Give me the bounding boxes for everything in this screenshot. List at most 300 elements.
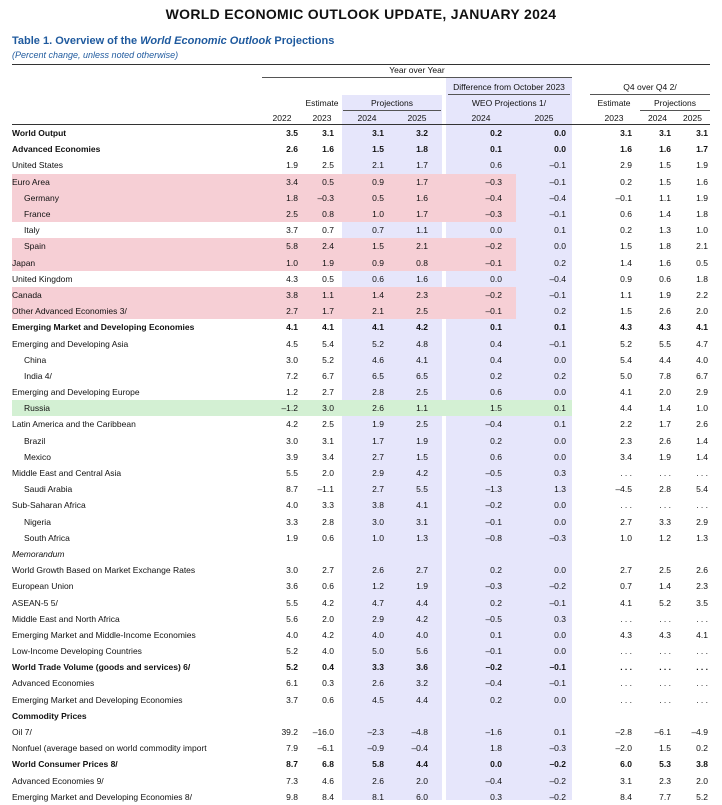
cell-value: –1.1 <box>317 484 334 495</box>
cell-value: 4.5 <box>372 694 384 705</box>
row-label: Saudi Arabia <box>24 484 73 495</box>
cell-value: 2.8 <box>322 516 334 527</box>
column-gap <box>572 611 588 627</box>
row-label: Spain <box>12 238 262 254</box>
cell-value: 8.7 <box>286 484 298 495</box>
row-label: Other Advanced Economies 3/ <box>12 303 262 319</box>
cell-value: 0.2 <box>696 743 708 754</box>
column-gap <box>572 303 588 319</box>
units-note: (Percent change, unless noted otherwise) <box>12 50 179 60</box>
row-label: Nigeria <box>24 516 51 527</box>
table-row <box>12 675 710 691</box>
cell-value: 1.3 <box>659 225 671 236</box>
cell-value: 3.3 <box>322 500 334 511</box>
cell-value: 0.1 <box>554 419 566 430</box>
cell-value: . . . <box>659 678 671 689</box>
cell-value: 4.1 <box>620 387 632 398</box>
cell-value: . . . <box>659 662 671 673</box>
cell-value: 1.9 <box>659 289 671 300</box>
column-gap <box>572 238 588 254</box>
cell-value: 7.2 <box>286 370 298 381</box>
table-row <box>12 335 710 351</box>
cell-value: 1.7 <box>416 160 428 171</box>
cell-value: 0.6 <box>372 273 384 284</box>
cell-value: –0.4 <box>485 775 502 786</box>
cell-value: –0.4 <box>446 190 516 206</box>
row-label: Memorandum <box>12 548 65 559</box>
projections-table <box>12 125 710 805</box>
cell-value: 1.9 <box>659 451 671 462</box>
cell-value: 5.6 <box>416 646 428 657</box>
cell-value: –0.2 <box>485 662 502 673</box>
year-2022: 2022 <box>272 113 292 123</box>
difference-header-line2: WEO Projections 1/ <box>471 98 547 108</box>
table-row <box>12 724 710 740</box>
table-row <box>12 756 710 772</box>
cell-value: 0.6 <box>659 273 671 284</box>
cell-value: 2.6 <box>659 306 671 317</box>
table-row <box>12 465 710 481</box>
cell-value: 0.1 <box>554 727 566 738</box>
cell-value: 2.6 <box>659 435 671 446</box>
table-row <box>12 627 710 643</box>
column-gap <box>572 174 588 190</box>
cell-value: 2.0 <box>659 387 671 398</box>
cell-value: 2.5 <box>659 565 671 576</box>
cell-value: –16.0 <box>312 727 334 738</box>
table-row <box>12 789 710 805</box>
cell-value: 6.1 <box>286 678 298 689</box>
cell-value: 4.2 <box>322 629 334 640</box>
cell-value: 1.6 <box>322 144 334 155</box>
cell-value: 1.7 <box>372 435 384 446</box>
column-gap <box>572 400 588 416</box>
projections-underline <box>343 110 441 111</box>
cell-value: 1.8 <box>696 209 708 220</box>
cell-value: 3.0 <box>286 435 298 446</box>
column-gap <box>572 206 588 222</box>
cell-value: 2.8 <box>659 484 671 495</box>
cell-value: 2.6 <box>372 678 384 689</box>
cell-value: 4.4 <box>416 759 428 770</box>
column-gap <box>572 416 588 432</box>
cell-value: 4.1 <box>286 322 298 333</box>
cell-value: 2.6 <box>286 144 298 155</box>
cell-value: 0.6 <box>620 209 632 220</box>
column-gap <box>572 514 588 530</box>
table-row <box>12 449 710 465</box>
column-gap <box>572 692 588 708</box>
cell-value: 3.8 <box>262 287 302 303</box>
cell-value: 1.9 <box>696 192 708 203</box>
cell-value: 2.6 <box>696 565 708 576</box>
cell-value: 0.6 <box>490 160 502 171</box>
cell-value: 0.0 <box>490 225 502 236</box>
cell-value: . . . <box>620 646 632 657</box>
row-label: Advanced Economies <box>12 678 95 689</box>
table-subtitle: Table 1. Overview of the World Economic Outlook Projections <box>12 35 335 47</box>
table-row <box>12 611 710 627</box>
cell-value: 0.2 <box>554 257 566 268</box>
table-row <box>12 368 710 384</box>
cell-value: –0.1 <box>446 303 516 319</box>
cell-value: 2.9 <box>696 516 708 527</box>
cell-value <box>302 546 342 562</box>
cell-value: 4.4 <box>659 354 671 365</box>
row-label: South Africa <box>24 532 70 543</box>
table-row <box>12 740 710 756</box>
cell-value: 4.0 <box>416 629 428 640</box>
cell-value: . . . <box>620 694 632 705</box>
projections-header: Projections <box>370 98 414 108</box>
cell-value <box>392 708 442 724</box>
table-row <box>12 190 710 206</box>
cell-value: –0.1 <box>615 192 632 203</box>
cell-value: 3.7 <box>286 694 298 705</box>
cell-value: 0.7 <box>372 225 384 236</box>
row-label: ASEAN-5 5/ <box>12 597 58 608</box>
table-row <box>12 206 710 222</box>
cell-value: 2.9 <box>696 387 708 398</box>
cell-value: 2.5 <box>262 206 302 222</box>
cell-value: –0.2 <box>446 238 516 254</box>
column-gap <box>572 465 588 481</box>
table-row <box>12 514 710 530</box>
table-row <box>12 222 710 238</box>
table-row <box>12 578 710 594</box>
cell-value: . . . <box>696 662 708 673</box>
cell-value: 4.3 <box>620 322 632 333</box>
cell-value: –2.3 <box>367 727 384 738</box>
cell-value: 4.0 <box>372 629 384 640</box>
cell-value: 2.7 <box>262 303 302 319</box>
cell-value: 3.4 <box>322 451 334 462</box>
cell-value: 1.4 <box>620 257 632 268</box>
estimate2-header: Estimate <box>597 98 631 108</box>
cell-value: 1.3 <box>554 484 566 495</box>
cell-value: 0.8 <box>392 255 442 271</box>
cell-value: 0.0 <box>554 646 566 657</box>
table-row <box>12 594 710 610</box>
cell-value: 4.3 <box>659 322 671 333</box>
cell-value: –0.5 <box>485 613 502 624</box>
cell-value: 4.2 <box>416 613 428 624</box>
table-row <box>12 157 710 173</box>
cell-value: 7.9 <box>286 743 298 754</box>
cell-value: 3.1 <box>416 516 428 527</box>
cell-value: 4.0 <box>286 629 298 640</box>
cell-value: 1.4 <box>659 581 671 592</box>
column-gap <box>572 141 588 157</box>
cell-value: . . . <box>620 613 632 624</box>
cell-value: –0.3 <box>302 190 342 206</box>
cell-value: 1.1 <box>392 400 442 416</box>
cell-value: 3.5 <box>696 597 708 608</box>
cell-value: 1.1 <box>302 287 342 303</box>
cell-value: 2.7 <box>372 484 384 495</box>
table-row <box>12 352 710 368</box>
cell-value: 0.4 <box>322 662 334 673</box>
row-label: United States <box>12 160 64 171</box>
cell-value: 5.2 <box>286 646 298 657</box>
cell-value: 0.2 <box>620 176 632 187</box>
row-label: Nonfuel (average based on world commodity import <box>12 743 207 754</box>
column-gap <box>572 578 588 594</box>
column-gap <box>572 546 588 562</box>
cell-value: 5.3 <box>659 759 671 770</box>
cell-value: . . . <box>620 500 632 511</box>
table-row <box>12 125 710 141</box>
cell-value: 4.2 <box>416 322 428 333</box>
row-label: Canada <box>12 287 262 303</box>
cell-value: 3.1 <box>620 128 632 139</box>
cell-value: –4.9 <box>691 727 708 738</box>
cell-value: –6.1 <box>654 727 671 738</box>
cell-value: –2.8 <box>615 727 632 738</box>
cell-value: 0.0 <box>554 565 566 576</box>
cell-value: 2.5 <box>416 419 428 430</box>
cell-value: 2.0 <box>416 775 428 786</box>
cell-value: –6.1 <box>317 743 334 754</box>
cell-value: 1.3 <box>416 532 428 543</box>
cell-value: 8.4 <box>322 791 334 802</box>
cell-value: 2.1 <box>392 238 442 254</box>
cell-value: –0.8 <box>485 532 502 543</box>
cell-value: 0.1 <box>490 144 502 155</box>
row-label: France <box>12 206 262 222</box>
cell-value: –0.2 <box>549 581 566 592</box>
column-gap <box>572 255 588 271</box>
row-label: India 4/ <box>24 370 52 381</box>
row-label: World Consumer Prices 8/ <box>12 759 118 770</box>
q4-year-2024: 2024 <box>648 113 667 123</box>
cell-value: 0.9 <box>620 273 632 284</box>
cell-value: 1.5 <box>620 306 632 317</box>
cell-value: 4.1 <box>416 500 428 511</box>
cell-value: 0.0 <box>490 273 502 284</box>
column-gap <box>572 627 588 643</box>
cell-value <box>392 546 442 562</box>
cell-value: 6.8 <box>322 759 334 770</box>
column-gap <box>572 708 588 724</box>
cell-value: –0.1 <box>549 289 566 300</box>
column-gap <box>572 287 588 303</box>
column-gap <box>572 368 588 384</box>
row-label: Sub-Saharan Africa <box>12 500 86 511</box>
cell-value <box>262 546 302 562</box>
cell-value: 1.5 <box>446 400 516 416</box>
cell-value <box>640 546 675 562</box>
cell-value: 2.7 <box>322 387 334 398</box>
cell-value: 2.5 <box>392 303 442 319</box>
year-2025: 2025 <box>407 113 427 123</box>
cell-value: 4.7 <box>372 597 384 608</box>
column-gap <box>572 433 588 449</box>
cell-value: . . . <box>696 694 708 705</box>
cell-value: 0.9 <box>342 174 392 190</box>
row-label: Mexico <box>24 451 51 462</box>
row-label: Low-Income Developing Countries <box>12 646 142 657</box>
row-label: Euro Area <box>12 174 262 190</box>
cell-value: 2.0 <box>696 306 708 317</box>
cell-value: 2.6 <box>372 565 384 576</box>
cell-value: . . . <box>659 613 671 624</box>
cell-value: –0.1 <box>549 209 566 220</box>
row-label: Emerging and Developing Asia <box>12 338 129 349</box>
cell-value: 1.6 <box>659 144 671 155</box>
cell-value: . . . <box>659 646 671 657</box>
year-2024: 2024 <box>357 113 377 123</box>
cell-value: 3.8 <box>372 500 384 511</box>
cell-value: 3.4 <box>620 451 632 462</box>
cell-value: 1.2 <box>286 387 298 398</box>
cell-value: . . . <box>659 500 671 511</box>
cell-value <box>588 708 640 724</box>
cell-value: 2.0 <box>696 775 708 786</box>
cell-value: 0.0 <box>554 629 566 640</box>
cell-value: 4.3 <box>286 273 298 284</box>
cell-value: 0.0 <box>554 516 566 527</box>
column-gap <box>572 271 588 287</box>
cell-value: 1.5 <box>620 241 632 252</box>
cell-value <box>446 708 516 724</box>
cell-value: 0.0 <box>554 128 566 139</box>
column-gap <box>572 773 588 789</box>
difference-header-line1: Difference from October 2023 <box>453 82 565 92</box>
cell-value: –0.2 <box>446 287 516 303</box>
cell-value <box>516 546 572 562</box>
column-gap <box>572 384 588 400</box>
cell-value: 0.2 <box>490 694 502 705</box>
cell-value: . . . <box>696 468 708 479</box>
cell-value: 2.2 <box>620 419 632 430</box>
cell-value: 4.7 <box>696 338 708 349</box>
cell-value: 0.9 <box>342 255 392 271</box>
table-row <box>12 255 710 271</box>
cell-value: –0.4 <box>485 678 502 689</box>
cell-value: 8.4 <box>620 791 632 802</box>
cell-value: 3.8 <box>696 759 708 770</box>
cell-value: 1.1 <box>620 289 632 300</box>
cell-value: 1.8 <box>416 144 428 155</box>
cell-value: 5.2 <box>372 338 384 349</box>
cell-value: 0.0 <box>554 451 566 462</box>
cell-value: 4.1 <box>620 597 632 608</box>
cell-value: 3.3 <box>659 516 671 527</box>
cell-value: 3.1 <box>322 435 334 446</box>
cell-value: 4.3 <box>620 629 632 640</box>
cell-value: 1.4 <box>342 287 392 303</box>
cell-value: 0.6 <box>322 532 334 543</box>
q4-underline <box>590 94 710 95</box>
cell-value: 0.5 <box>322 273 334 284</box>
cell-value: –0.9 <box>367 743 384 754</box>
cell-value: 7.8 <box>659 370 671 381</box>
row-label: Advanced Economies 9/ <box>12 775 104 786</box>
cell-value: 4.3 <box>659 629 671 640</box>
column-gap <box>572 594 588 610</box>
cell-value: 1.5 <box>659 743 671 754</box>
cell-value: 3.0 <box>286 354 298 365</box>
cell-value: 2.5 <box>322 160 334 171</box>
table-row <box>12 141 710 157</box>
cell-value: . . . <box>620 662 632 673</box>
row-label: Middle East and Central Asia <box>12 468 122 479</box>
column-gap <box>572 740 588 756</box>
column-gap <box>572 449 588 465</box>
cell-value: 2.3 <box>392 287 442 303</box>
yoy-underline <box>262 77 572 78</box>
cell-value: 0.2 <box>554 306 566 317</box>
cell-value: 1.7 <box>696 144 708 155</box>
cell-value: 1.8 <box>696 273 708 284</box>
cell-value: 1.7 <box>392 206 442 222</box>
cell-value: 0.2 <box>490 435 502 446</box>
cell-value <box>588 546 640 562</box>
cell-value: –0.1 <box>485 646 502 657</box>
cell-value: 3.1 <box>620 775 632 786</box>
column-gap <box>572 497 588 513</box>
table-row <box>12 319 710 335</box>
row-label: Emerging Market and Developing Economies 8/ <box>12 791 193 802</box>
cell-value: 0.2 <box>554 370 566 381</box>
cell-value: . . . <box>659 468 671 479</box>
cell-value: 1.0 <box>372 532 384 543</box>
cell-value: 2.7 <box>620 516 632 527</box>
column-gap <box>572 335 588 351</box>
cell-value <box>342 708 392 724</box>
cell-value: 1.9 <box>416 581 428 592</box>
cell-value <box>342 546 392 562</box>
table-row <box>12 659 710 675</box>
cell-value: 6.7 <box>696 370 708 381</box>
cell-value: 4.1 <box>372 322 384 333</box>
table-row <box>12 530 710 546</box>
cell-value: –1.2 <box>262 400 302 416</box>
cell-value: . . . <box>620 678 632 689</box>
cell-value: 3.2 <box>416 678 428 689</box>
cell-value: 1.6 <box>620 144 632 155</box>
cell-value: 1.8 <box>659 241 671 252</box>
cell-value: 1.9 <box>302 255 342 271</box>
cell-value: 0.4 <box>490 338 502 349</box>
cell-value <box>262 708 302 724</box>
table-row <box>12 497 710 513</box>
cell-value: 1.7 <box>302 303 342 319</box>
cell-value: 0.3 <box>322 678 334 689</box>
cell-value: 0.3 <box>554 613 566 624</box>
cell-value: . . . <box>696 646 708 657</box>
cell-value: 0.7 <box>322 225 334 236</box>
table-row <box>12 174 710 190</box>
row-label: Russia <box>12 400 262 416</box>
cell-value: 2.6 <box>342 400 392 416</box>
cell-value: 2.7 <box>416 565 428 576</box>
cell-value: 3.7 <box>286 225 298 236</box>
cell-value: 0.6 <box>490 387 502 398</box>
cell-value: 4.6 <box>372 354 384 365</box>
projections2-header: Projections <box>653 98 697 108</box>
cell-value: 1.6 <box>416 273 428 284</box>
cell-value: 4.1 <box>696 322 708 333</box>
row-label: Middle East and North Africa <box>12 613 120 624</box>
row-label: Brazil <box>24 435 46 446</box>
cell-value: 3.6 <box>286 581 298 592</box>
cell-value: 3.5 <box>286 128 298 139</box>
cell-value: 2.7 <box>620 565 632 576</box>
cell-value: –0.1 <box>549 160 566 171</box>
cell-value: 0.5 <box>696 257 708 268</box>
